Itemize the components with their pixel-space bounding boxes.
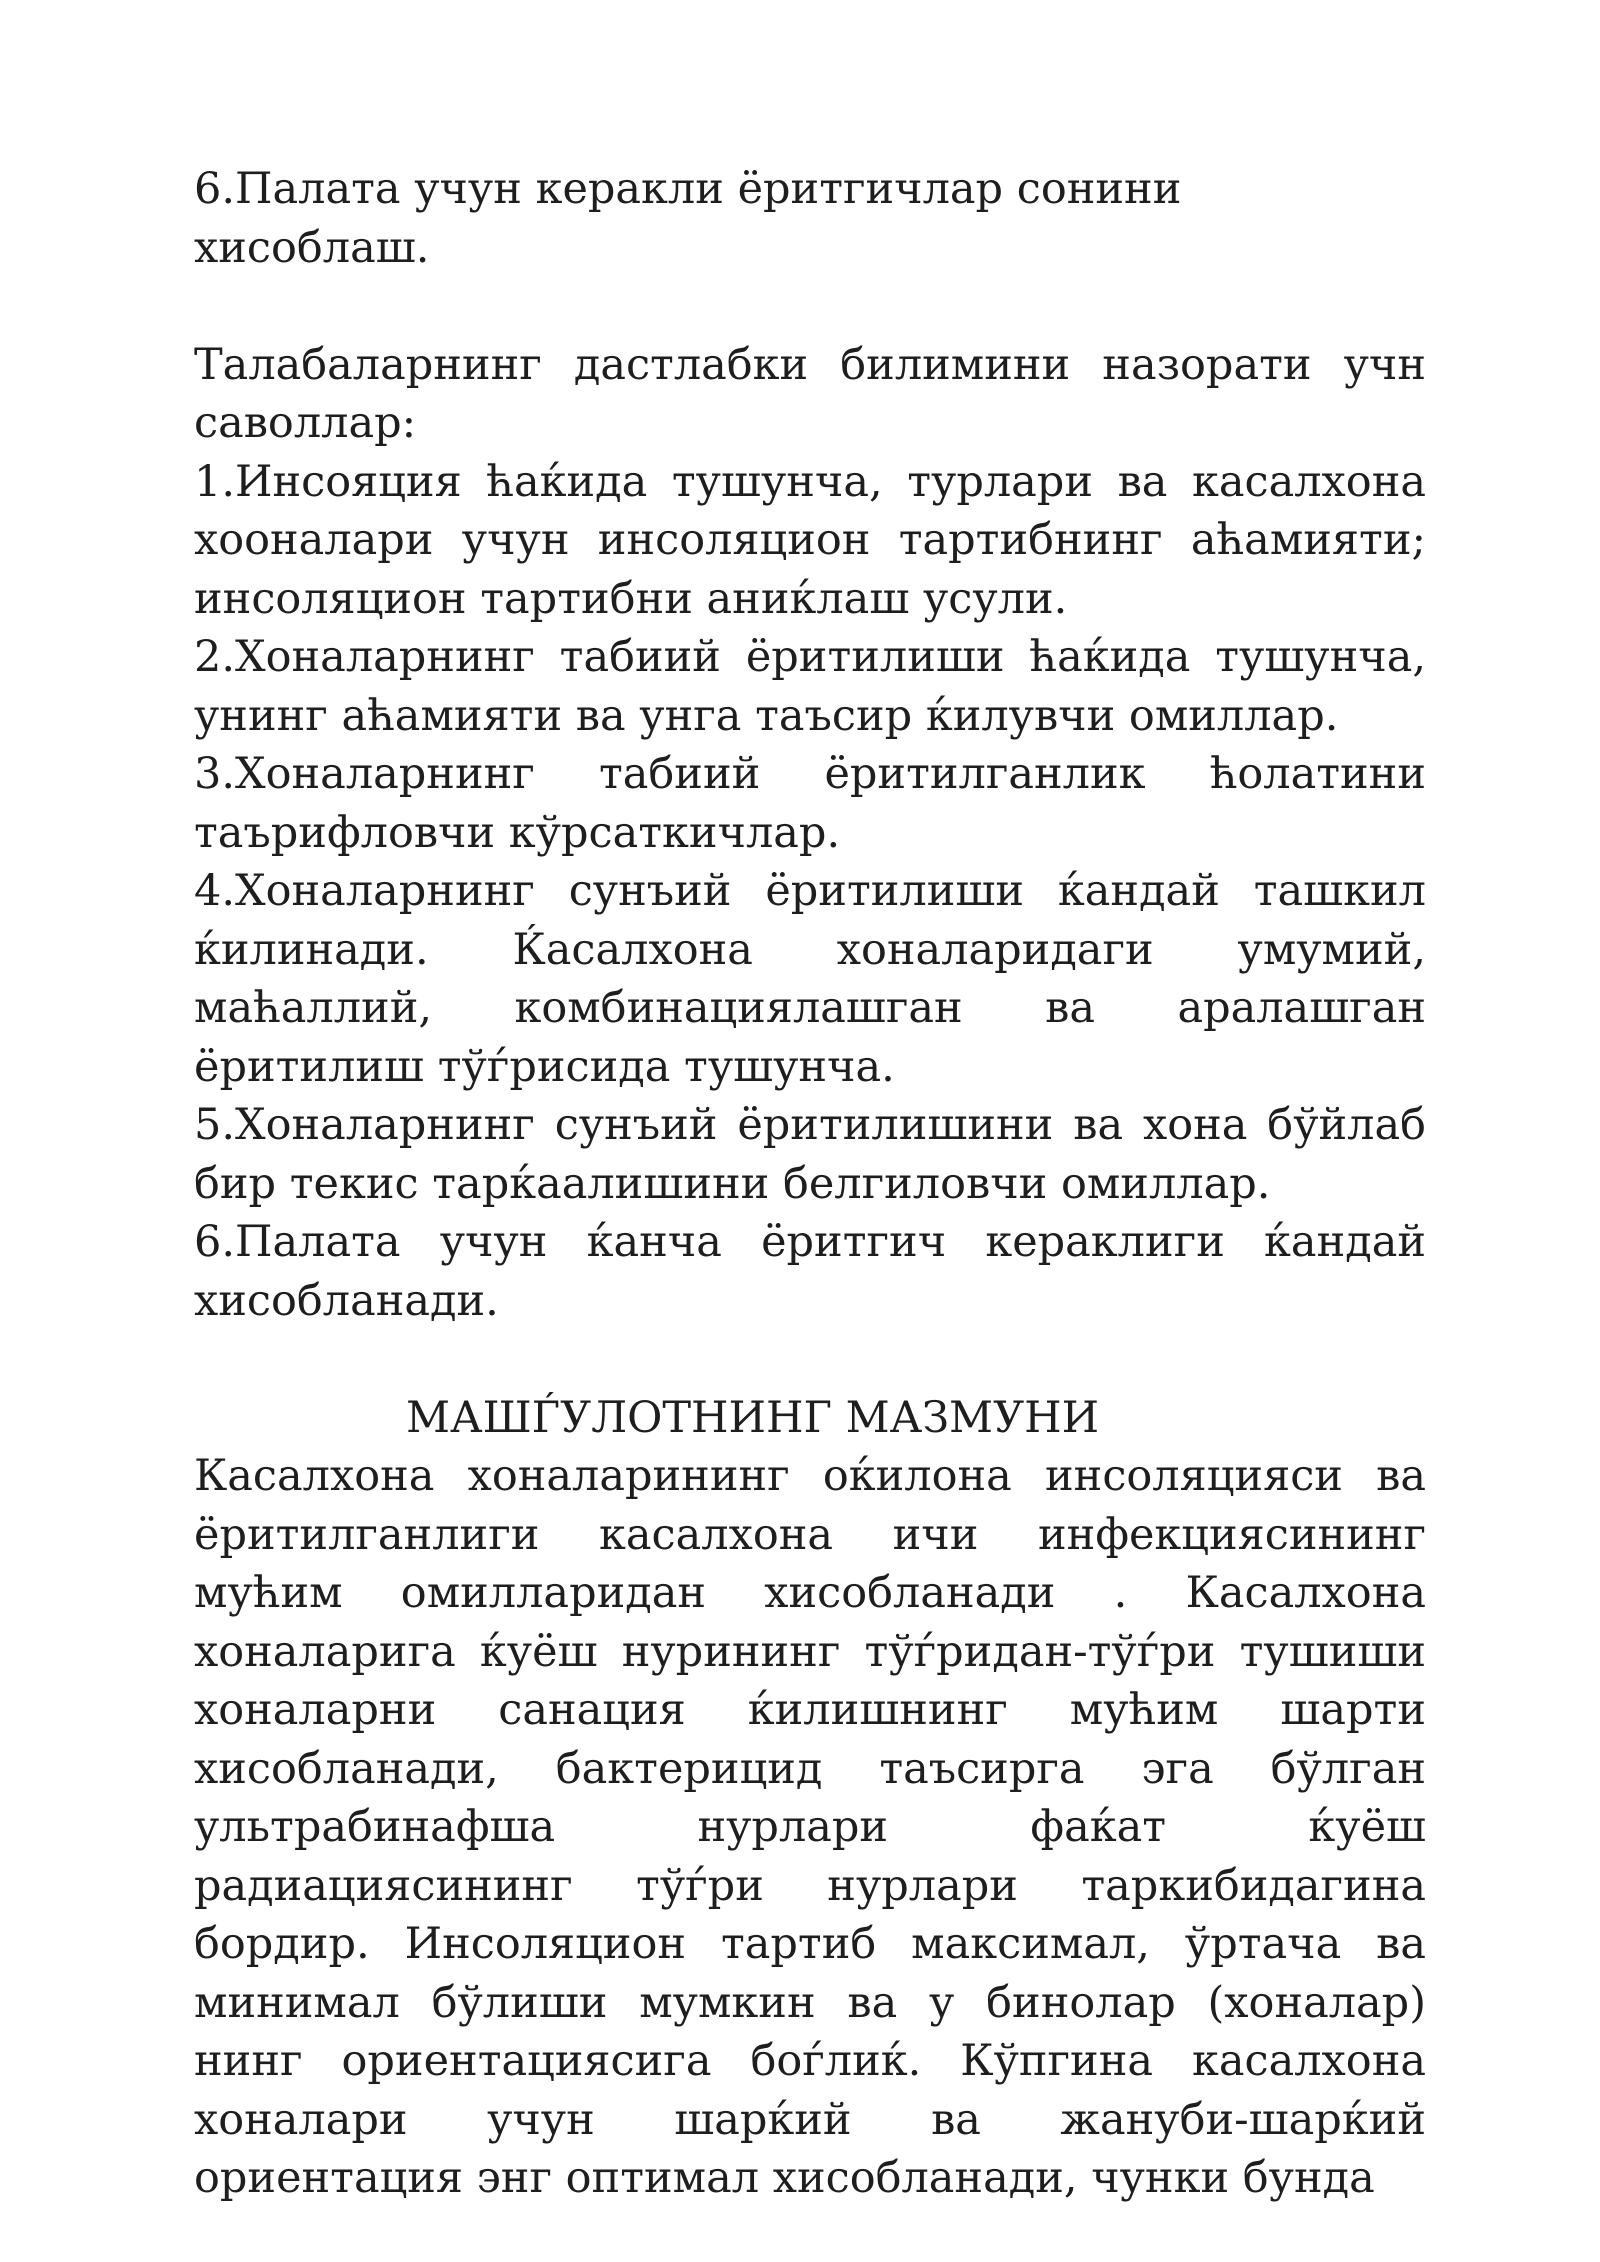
question-item: 3.Хоналарнинг табиий ёритилганлик ћолатини таърифловчи кўрсаткичлар. [194, 749, 1426, 858]
question-item: 6.Палата учун ќанча ёритгич кераклиги ќандай хисобланади. [194, 1217, 1426, 1326]
blank-line [194, 1330, 1426, 1389]
document-body [194, 160, 1426, 2208]
section-heading: МАШЃУЛОТНИНГ МАЗМУНИ [406, 1392, 1100, 1443]
questions-list [194, 453, 1426, 1331]
blank-line [194, 277, 1426, 336]
question-item: 4.Хоналарнинг сунъий ёритилиши ќандай ташкил ќилинади. Ќасалхона хоналаридаги умумий, маћаллий, комбинациялашган ва аралашган ёритилиш тўѓрисида тушунча. [194, 866, 1426, 1092]
question-item: 2.Хоналарнинг табиий ёритилиши ћаќида тушунча, унинг аћамияти ва унга таъсир ќилувчи омиллар. [194, 632, 1426, 741]
section-body: Касалхона хоналарининг оќилона инсоляцияси ва ёритилганлиги касалхона ичи инфекциясининг мућим омилларидан хисобланади . Касалхона хоналарига ќуёш нурининг тўѓридан-тўѓри тушиши хоналарни санация ќилишнинг мућим шарти хисобланади, бактерицид таъсирга эга бўлган ультрабинафша нурлари фаќат ќуёш радиациясининг тўѓри нурлари таркибидагина бордир. Инсоляцион тартиб максимал, ўртача ва минимал бўлиши мумкин ва у бинолар (хоналар) нинг ориентациясига боѓлиќ. Кўпгина касалхона хоналари учун шарќий ва жануби-шарќий ориентация энг оптимал хисобланади, чунки бунда [194, 1451, 1426, 2203]
question-item: 5.Хоналарнинг сунъий ёритилишини ва хона бўйлаб бир текис тарќаалишини белгиловчи омиллар. [194, 1100, 1426, 1209]
questions-title: Талабаларнинг дастлабки билимини назорати учн саволлар: [194, 339, 1426, 448]
question-item: 1.Инсояция ћаќида тушунча, турлари ва касалхона хооналари учун инсоляцион тартибнинг аћамияти; инсоляцион тартибни аниќлаш усули. [194, 456, 1426, 624]
intro-line: 6.Палата учун керакли ёритгичлар сонини хисоблаш. [194, 164, 1182, 273]
